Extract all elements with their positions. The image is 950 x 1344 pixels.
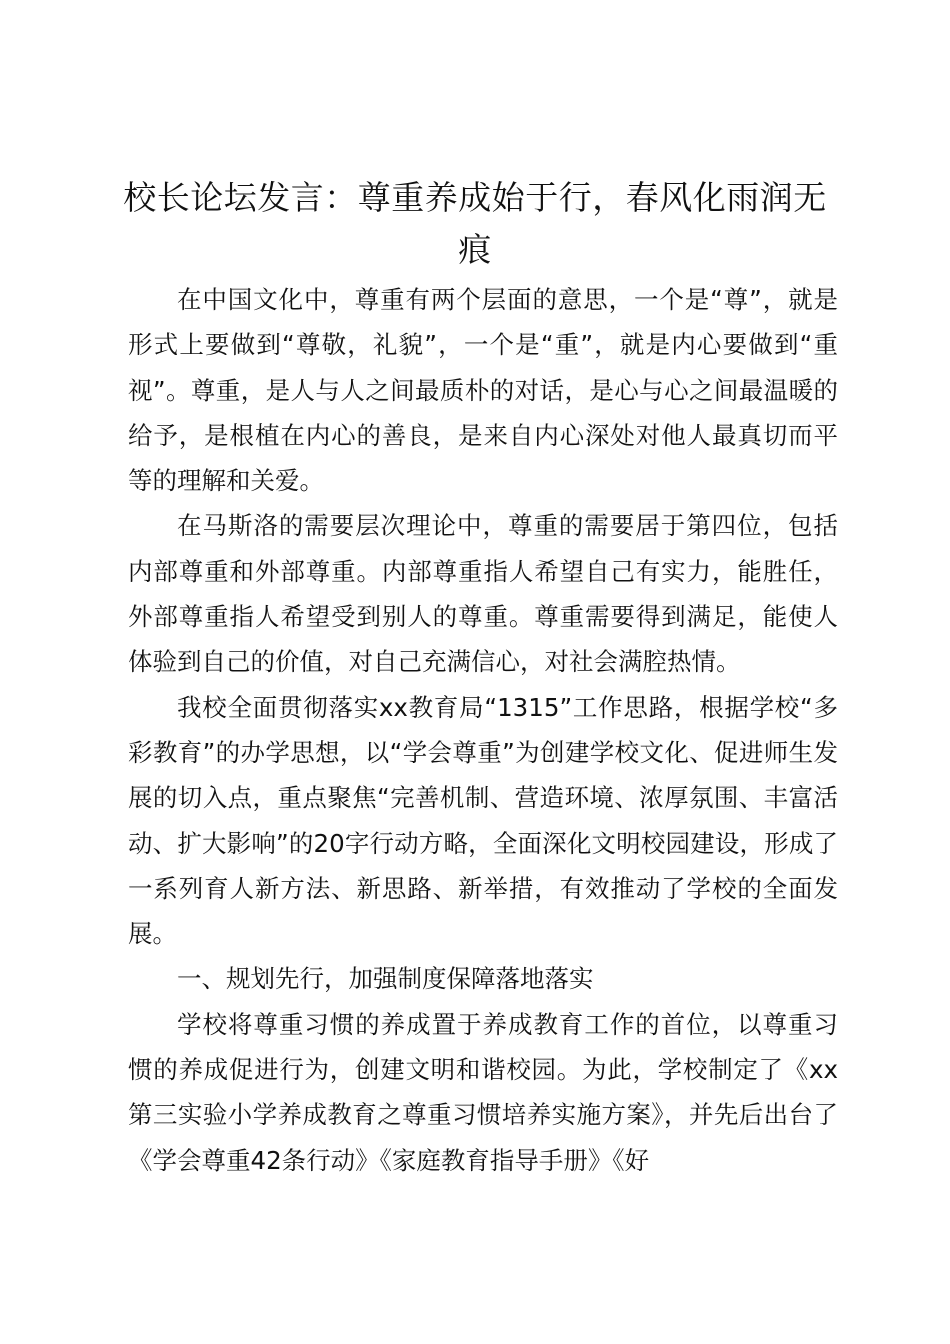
paragraph-respect-meaning: 在中国文化中，尊重有两个层面的意思，一个是“尊”，就是形式上要做到“尊敬，礼貌”，一个是“重”，就是内心要做到“重视”。尊重，是人与人之间最质朴的对话，是心与心之间最温暖的给予，是根植在内心的善良，是来自内心深处对他人最真切而平等的理解和关爱。 xyxy=(128,285,838,496)
document-body xyxy=(128,277,838,1183)
document-title: 校长论坛发言：尊重养成始于行，春风化雨润无痕 xyxy=(123,178,827,269)
paragraph-planning: 学校将尊重习惯的养成置于养成教育工作的首位，以尊重习惯的养成促进行为，创建文明和谐校园。为此，学校制定了《xx第三实验小学养成教育之尊重习惯培养实施方案》，并先后出台了《学会尊重42条行动》《家庭教育指导手册》《好 xyxy=(128,1009,838,1175)
section-heading-1: 一、规划先行，加强制度保障落地落实 xyxy=(177,964,594,994)
paragraph-maslow: 在马斯洛的需要层次理论中，尊重的需要居于第四位，包括内部尊重和外部尊重。内部尊重指人希望自己有实力，能胜任，外部尊重指人希望受到别人的尊重。尊重需要得到满足，能使人体验到自己的价值，对自己充满信心，对社会满腔热情。 xyxy=(128,511,838,677)
paragraph-school-practice: 我校全面贯彻落实xx教育局“1315”工作思路，根据学校“多彩教育”的办学思想，以“学会尊重”为创建学校文化、促进师生发展的切入点，重点聚焦“完善机制、营造环境、浓厚氛围、丰富活动、扩大影响”的20字行动方略，全面深化文明校园建设，形成了一系列育人新方法、新思路、新举措，有效推动了学校的全面发展。 xyxy=(128,692,838,949)
